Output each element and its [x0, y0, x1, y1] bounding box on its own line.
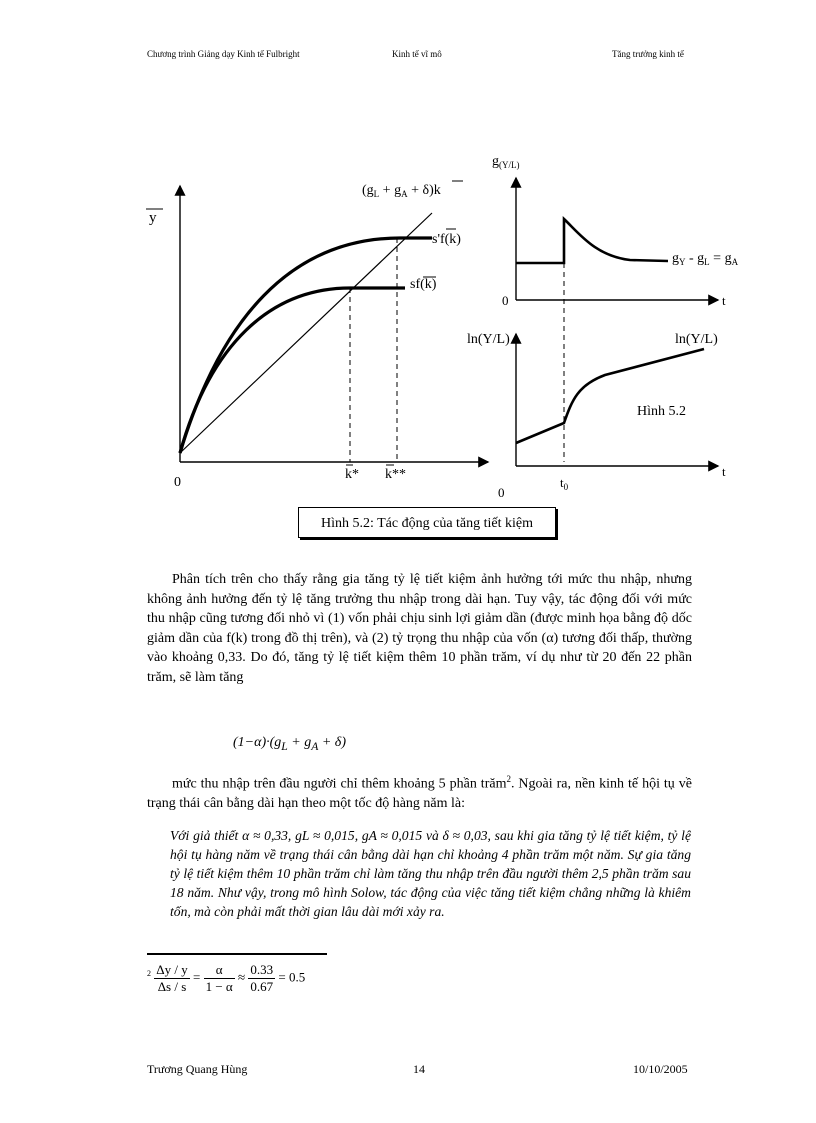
footnote: $^2$ $\frac{\Delta y / y}{\Delta s / s}$ = $\frac{\alpha}{1 - \alpha}$ ≈ $\frac{0.33}{0.67}$ = 0.5 — [147, 962, 306, 994]
bottom-right-curve-label: ln(Y/L) — [675, 332, 718, 347]
footnote-mark: 2 — [147, 969, 151, 979]
paragraph-2 — [147, 770, 692, 814]
header-center: Kinh tế vĩ mô — [392, 49, 442, 59]
footnote-frac-1: $\frac{\Delta y / y}{\Delta s / s}$ — [156, 962, 188, 994]
left-origin: 0 — [174, 475, 181, 490]
figure-number-label: Hình 5.2 — [637, 404, 686, 419]
bottom-right-x-label: t — [722, 464, 726, 479]
paragraph-2-rest: . Ngoài ra, nền kinh tế hội tụ về trạng thái cân bằng dài hạn theo một tốc độ hàng năm là: — [147, 776, 692, 812]
upper-curve-label: s'f(k) — [432, 232, 461, 247]
top-right-y-label: $g_{(Y/L)}$ — [492, 154, 520, 170]
paragraph-2-text: mức thu nhập trên đầu người chỉ thêm khoảng 5 phần trăm — [172, 776, 507, 792]
left-y-label: y — [149, 210, 157, 226]
log-income-curve — [516, 349, 704, 443]
lower-curve-label: sf(k) — [410, 277, 437, 292]
t0-label: $t_0$ — [560, 475, 569, 492]
header-right: Tăng trưởng kinh tế — [612, 49, 684, 59]
top-right-origin: 0 — [502, 293, 509, 308]
top-right-x-label: t — [722, 293, 726, 308]
k-star2-label: k** — [385, 467, 406, 482]
bottom-right-origin: 0 — [498, 485, 505, 500]
lower-savings-curve — [180, 288, 405, 453]
footnote-ref[interactable]: 2 — [506, 774, 511, 784]
figure-caption: Hình 5.2: Tác động của tăng tiết kiệm — [298, 507, 556, 538]
upper-savings-curve — [180, 238, 432, 453]
formula: $(1-\alpha)\cdot(g_L + g_A + \delta)$ — [233, 735, 346, 753]
footer-author: Trương Quang Hùng — [147, 1062, 248, 1076]
footer-date: 10/10/2005 — [633, 1062, 688, 1076]
footnote-frac-3: $\frac{0.33}{0.67}$ — [250, 962, 274, 994]
footnote-rule — [147, 953, 327, 955]
depreciation-line — [180, 213, 432, 453]
footnote-result: 0.5 — [288, 969, 306, 985]
quote-block: Với giả thiết α ≈ 0,33, gL ≈ 0,015, gA ≈ 0,015 và δ ≈ 0,03, sau khi gia tăng tỷ lệ tiết kiệm, tỷ lệ hội tụ hàng năm về trạng thái cân bằng dài hạn chỉ khoảng 4 phần trăm một năm. Sự gia tăng tỷ lệ tiết kiệm thêm 10 phần trăm chỉ làm tăng thu nhập trên đầu người thêm 2,5 phần trăm sau 18 năm. Như vậy, trong mô hình Solow, tác động của việc tăng tiết kiệm chẳng những là khiêm tốn, mà còn phải mất thời gian lâu dài mới xảy ra. — [170, 828, 691, 919]
top-right-curve-label: $g_Y - g_L = g_A$ — [672, 251, 739, 267]
bottom-right-y-label: ln(Y/L) — [467, 332, 510, 347]
footer-page-number: 14 — [413, 1062, 425, 1076]
paragraph-1: Phân tích trên cho thấy rằng gia tăng tỷ lệ tiết kiệm ảnh hưởng tới mức thu nhập, nhưng không ảnh hưởng đến tỷ lệ tăng trưởng thu nhập trong dài hạn. Tuy vậy, tác động đối với mức thu nhập cũng tương đối nhỏ vì (1) vốn phải chịu sinh lợi giảm dần (được minh họa bằng độ dốc giảm dần của f(k) trong đồ thị trên), và (2) tỷ trọng thu nhập của vốn (α) tương đối thấp, thường vào khoảng 0,33. Do đó, tăng tỷ lệ tiết kiệm thêm 10 phần trăm, ví dụ như từ 20 đến 22 phần trăm, sẽ làm tăng — [147, 572, 692, 685]
k-star-label: k* — [345, 467, 359, 482]
figure-5-2 — [0, 0, 816, 520]
growth-rate-curve — [516, 219, 668, 263]
line-label: $(g_L + g_A + \delta)k$ — [362, 183, 441, 199]
header-left: Chương trình Giảng dạy Kinh tế Fulbright — [147, 49, 300, 59]
footnote-frac-2: $\frac{\alpha}{1 - \alpha}$ — [205, 962, 233, 994]
